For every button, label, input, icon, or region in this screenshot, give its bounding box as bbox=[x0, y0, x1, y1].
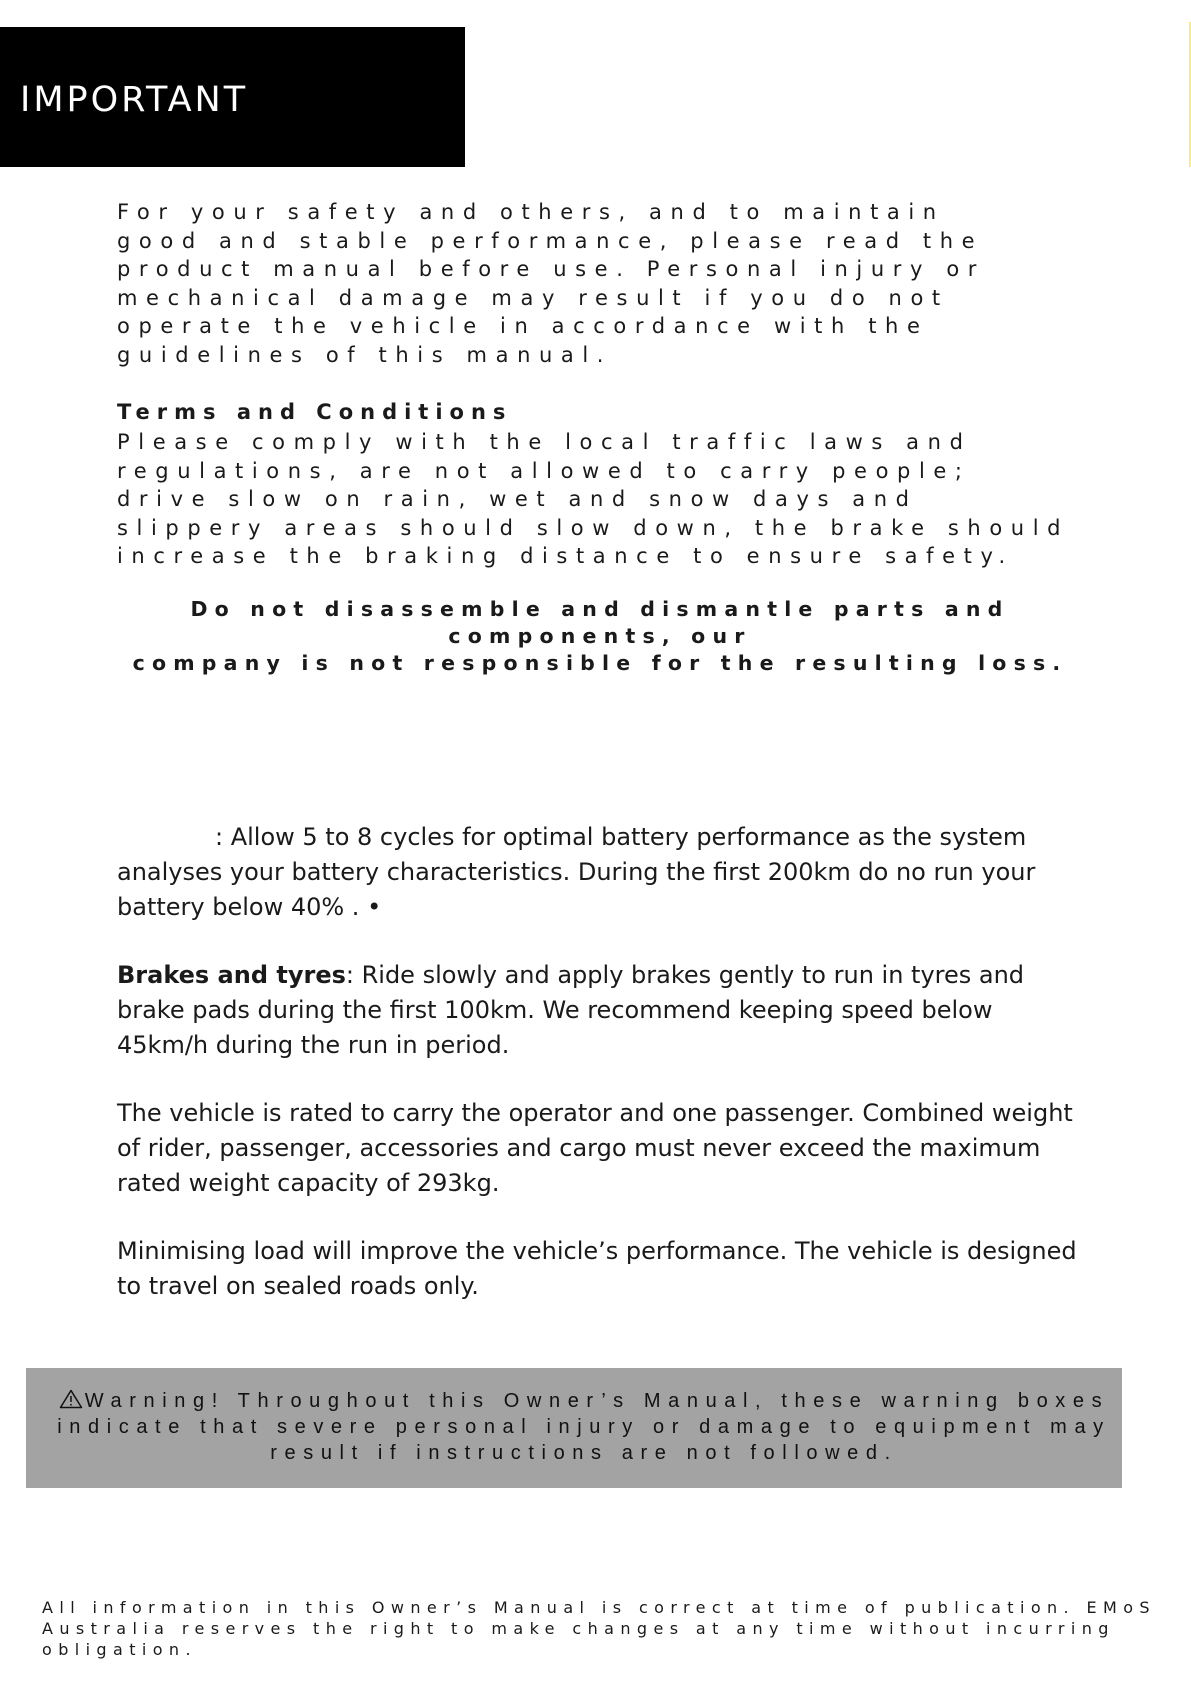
warning-triangle-icon bbox=[59, 1389, 83, 1409]
warning-box bbox=[26, 1368, 1122, 1488]
brakes-text: : Ride slowly and apply brakes gently to run in tyres and brake pads during the first 100km. We recommend keeping speed below 45km/h during the run in period. bbox=[117, 961, 1025, 1059]
warning-content bbox=[46, 1388, 1122, 1466]
intro-paragraph: For your safety and others, and to maintain good and stable performance, please read the product manual before use. Personal injury or mechanical damage may result if you do not operate the vehicle in accordance with the guidelines of this manual. bbox=[117, 200, 986, 367]
terms-heading: Terms and Conditions bbox=[117, 400, 513, 424]
brakes-label: Brakes and tyres bbox=[117, 961, 346, 989]
load-paragraph: Minimising load will improve the vehicle’s performance. The vehicle is designed to travel on sealed roads only. bbox=[117, 1237, 1077, 1300]
footer-disclaimer: All information in this Owner’s Manual is correct at time of publication. EMoS Australia reserves the right to make changes at any time without incurring obligation. bbox=[42, 1598, 1156, 1659]
brakes-paragraph bbox=[117, 958, 1077, 1063]
terms-paragraph: Please comply with the local traffic laws and regulations, are not allowed to carry people; drive slow on rain, wet and snow days and slippery areas should slow down, the brake should increase the braking distance to ensure safety. bbox=[117, 430, 1070, 568]
page-title: IMPORTANT bbox=[20, 80, 249, 120]
disclaimer-notice bbox=[100, 596, 1100, 677]
battery-text: : Allow 5 to 8 cycles for optimal battery performance as the system analyses your battery characteristics. During the first 200km do no run your battery below 40% . • bbox=[117, 823, 1036, 921]
disclaimer-line-2: company is not responsible for the resulting loss. bbox=[132, 651, 1068, 675]
battery-paragraph bbox=[117, 820, 1077, 925]
warning-text: Warning! Throughout this Owner’s Manual, these warning boxes indicate that severe personal injury or damage to equipment may result if instructions are not followed. bbox=[57, 1390, 1111, 1464]
capacity-paragraph: The vehicle is rated to carry the operator and one passenger. Combined weight of rider, passenger, accessories and cargo must never exceed the maximum rated weight capacity of 293kg. bbox=[117, 1099, 1073, 1197]
disclaimer-line-1: Do not disassemble and dismantle parts and components, our bbox=[190, 597, 1010, 648]
